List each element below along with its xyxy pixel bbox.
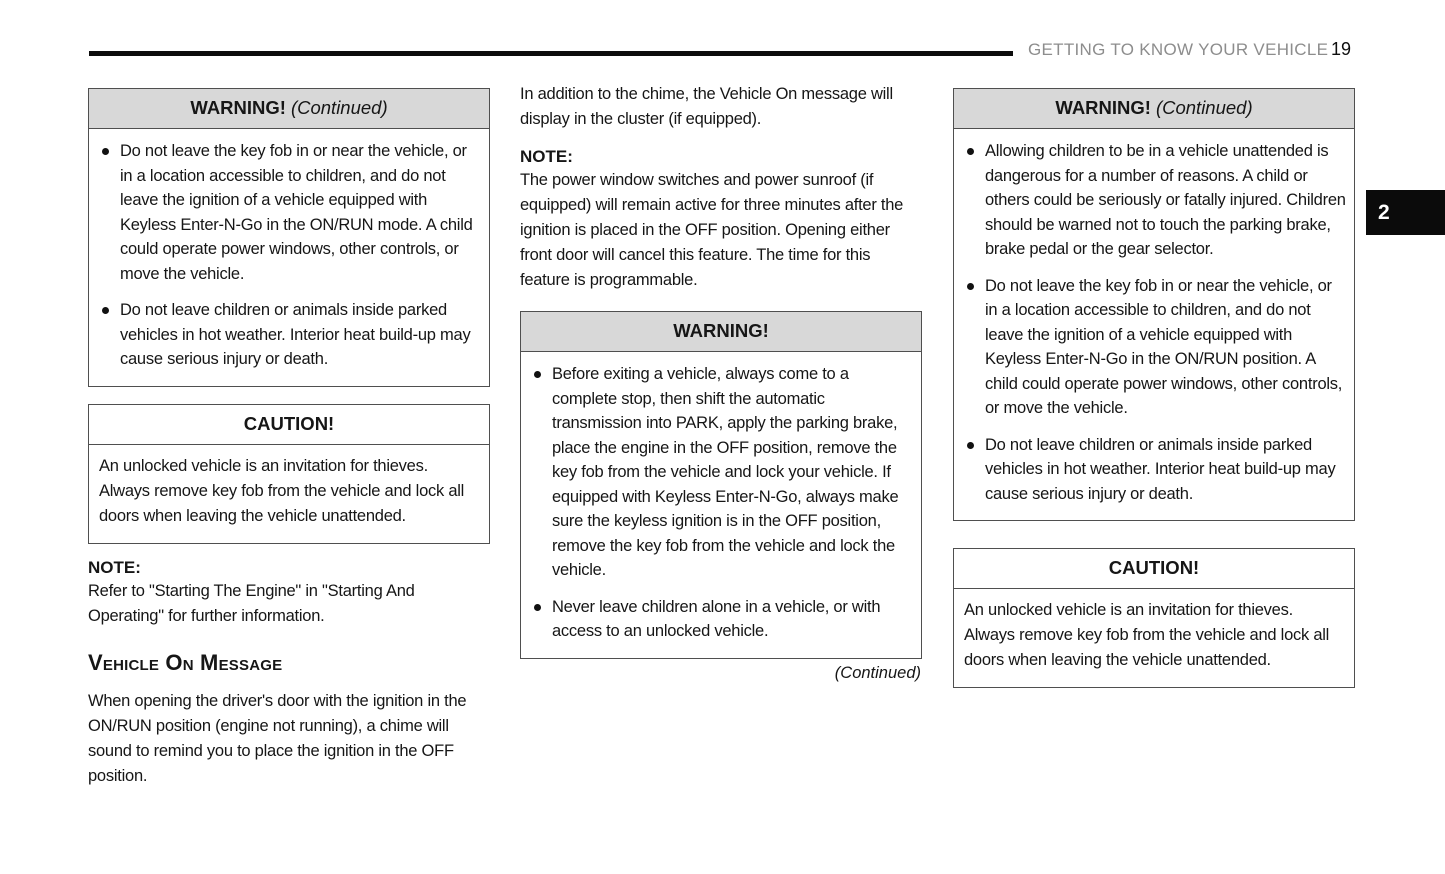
page-number: 19 [1331, 39, 1352, 59]
caution-title: CAUTION! [1108, 557, 1200, 578]
note-label: NOTE: [88, 557, 141, 577]
warning-continued-label: (Continued) [290, 97, 388, 118]
warning-title: WARNING! [1055, 97, 1151, 118]
column-1 [88, 88, 490, 789]
note-text: Refer to "Starting The Engine" in "Starting And Operating" for further information. [88, 581, 415, 625]
note-label: NOTE: [520, 147, 573, 166]
warning-box-body [954, 129, 1354, 520]
warning-box-header [521, 312, 921, 352]
warning-bullet: Allowing children to be in a vehicle unattended is dangerous for a number of reasons. A child or others could be seriously or fatally injured. Children should be warned not to touch the parking brake, brake pedal or the gear selector. [964, 139, 1346, 262]
warning-bullet: Do not leave the key fob in or near the vehicle, or in a location accessible to children, and do not leave the ignition of a vehicle equipped with Keyless Enter-N-Go in the ON/RUN mode. A child could operate power windows, other controls, or move the vehicle. [99, 139, 481, 286]
note-block [88, 558, 490, 629]
note-block [520, 147, 922, 293]
column-3 [953, 88, 1355, 688]
warning-box [520, 311, 922, 659]
caution-box [88, 404, 490, 544]
chapter-tab-number: 2 [1378, 200, 1390, 224]
body-paragraph: When opening the driver's door with the ignition in the ON/RUN position (engine not running), a chime will sound to remind you to place the ignition in the OFF position. [88, 691, 467, 785]
warning-bullet: Before exiting a vehicle, always come to a complete stop, then shift the automatic transmission into PARK, apply the parking brake, place the engine in the OFF position, remove the key fob from the vehicle and lock your vehicle. If equipped with Keyless Enter-N-Go, always make sure the keyless ignition is in the OFF position, remove the key fob from the vehicle and lock the vehicle. [531, 362, 913, 583]
caution-box-body: An unlocked vehicle is an invitation for thieves. Always remove key fob from the vehicle and lock all doors when leaving the vehicle unattended. [99, 456, 465, 525]
column-2 [520, 82, 922, 683]
caution-box-header [954, 549, 1354, 589]
running-head-title: GETTING TO KNOW YOUR VEHICLE [1028, 40, 1329, 59]
warning-continued-label: (Continued) [1155, 97, 1253, 118]
section-heading-vehicle-on-message: Vehicle On Message [88, 649, 283, 675]
warning-bullet: Do not leave the key fob in or near the vehicle, or in a location accessible to children, and do not leave the ignition of a vehicle equipped with Keyless Enter-N-Go in the ON/RUN position. A child could operate power windows, other controls, or move the vehicle. [964, 274, 1346, 421]
caution-title: CAUTION! [243, 412, 335, 434]
warning-box-header [89, 89, 489, 129]
caution-box-body: An unlocked vehicle is an invitation for thieves. Always remove key fob from the vehicle and lock all doors when leaving the vehicle unattended. [964, 601, 1330, 669]
caution-box-header [89, 405, 489, 445]
warning-box-body [89, 129, 489, 386]
continued-marker: (Continued) [834, 663, 921, 682]
header-rule [89, 51, 1013, 56]
chapter-tab [1366, 190, 1445, 235]
warning-box-continued [88, 88, 490, 387]
warning-bullet: Do not leave children or animals inside parked vehicles in hot weather. Interior heat build-up may cause serious injury or death. [99, 298, 481, 372]
body-paragraph: In addition to the chime, the Vehicle On message will display in the cluster (if equipped). [520, 85, 893, 128]
caution-box [953, 548, 1355, 688]
warning-bullet: Do not leave children or animals inside parked vehicles in hot weather. Interior heat build-up may cause serious injury or death. [964, 433, 1346, 507]
warning-title: WARNING! [190, 97, 286, 118]
warning-box-body [521, 352, 921, 658]
warning-title: WARNING! [673, 320, 769, 341]
note-text: The power window switches and power sunroof (if equipped) will remain active for three minutes after the ignition is placed in the OFF position. Opening either front door will cancel this feature. The time for this feature is programmable. [520, 171, 904, 289]
warning-bullet: Never leave children alone in a vehicle, or with access to an unlocked vehicle. [531, 595, 913, 644]
warning-box-header [954, 89, 1354, 129]
warning-box-continued [953, 88, 1355, 521]
